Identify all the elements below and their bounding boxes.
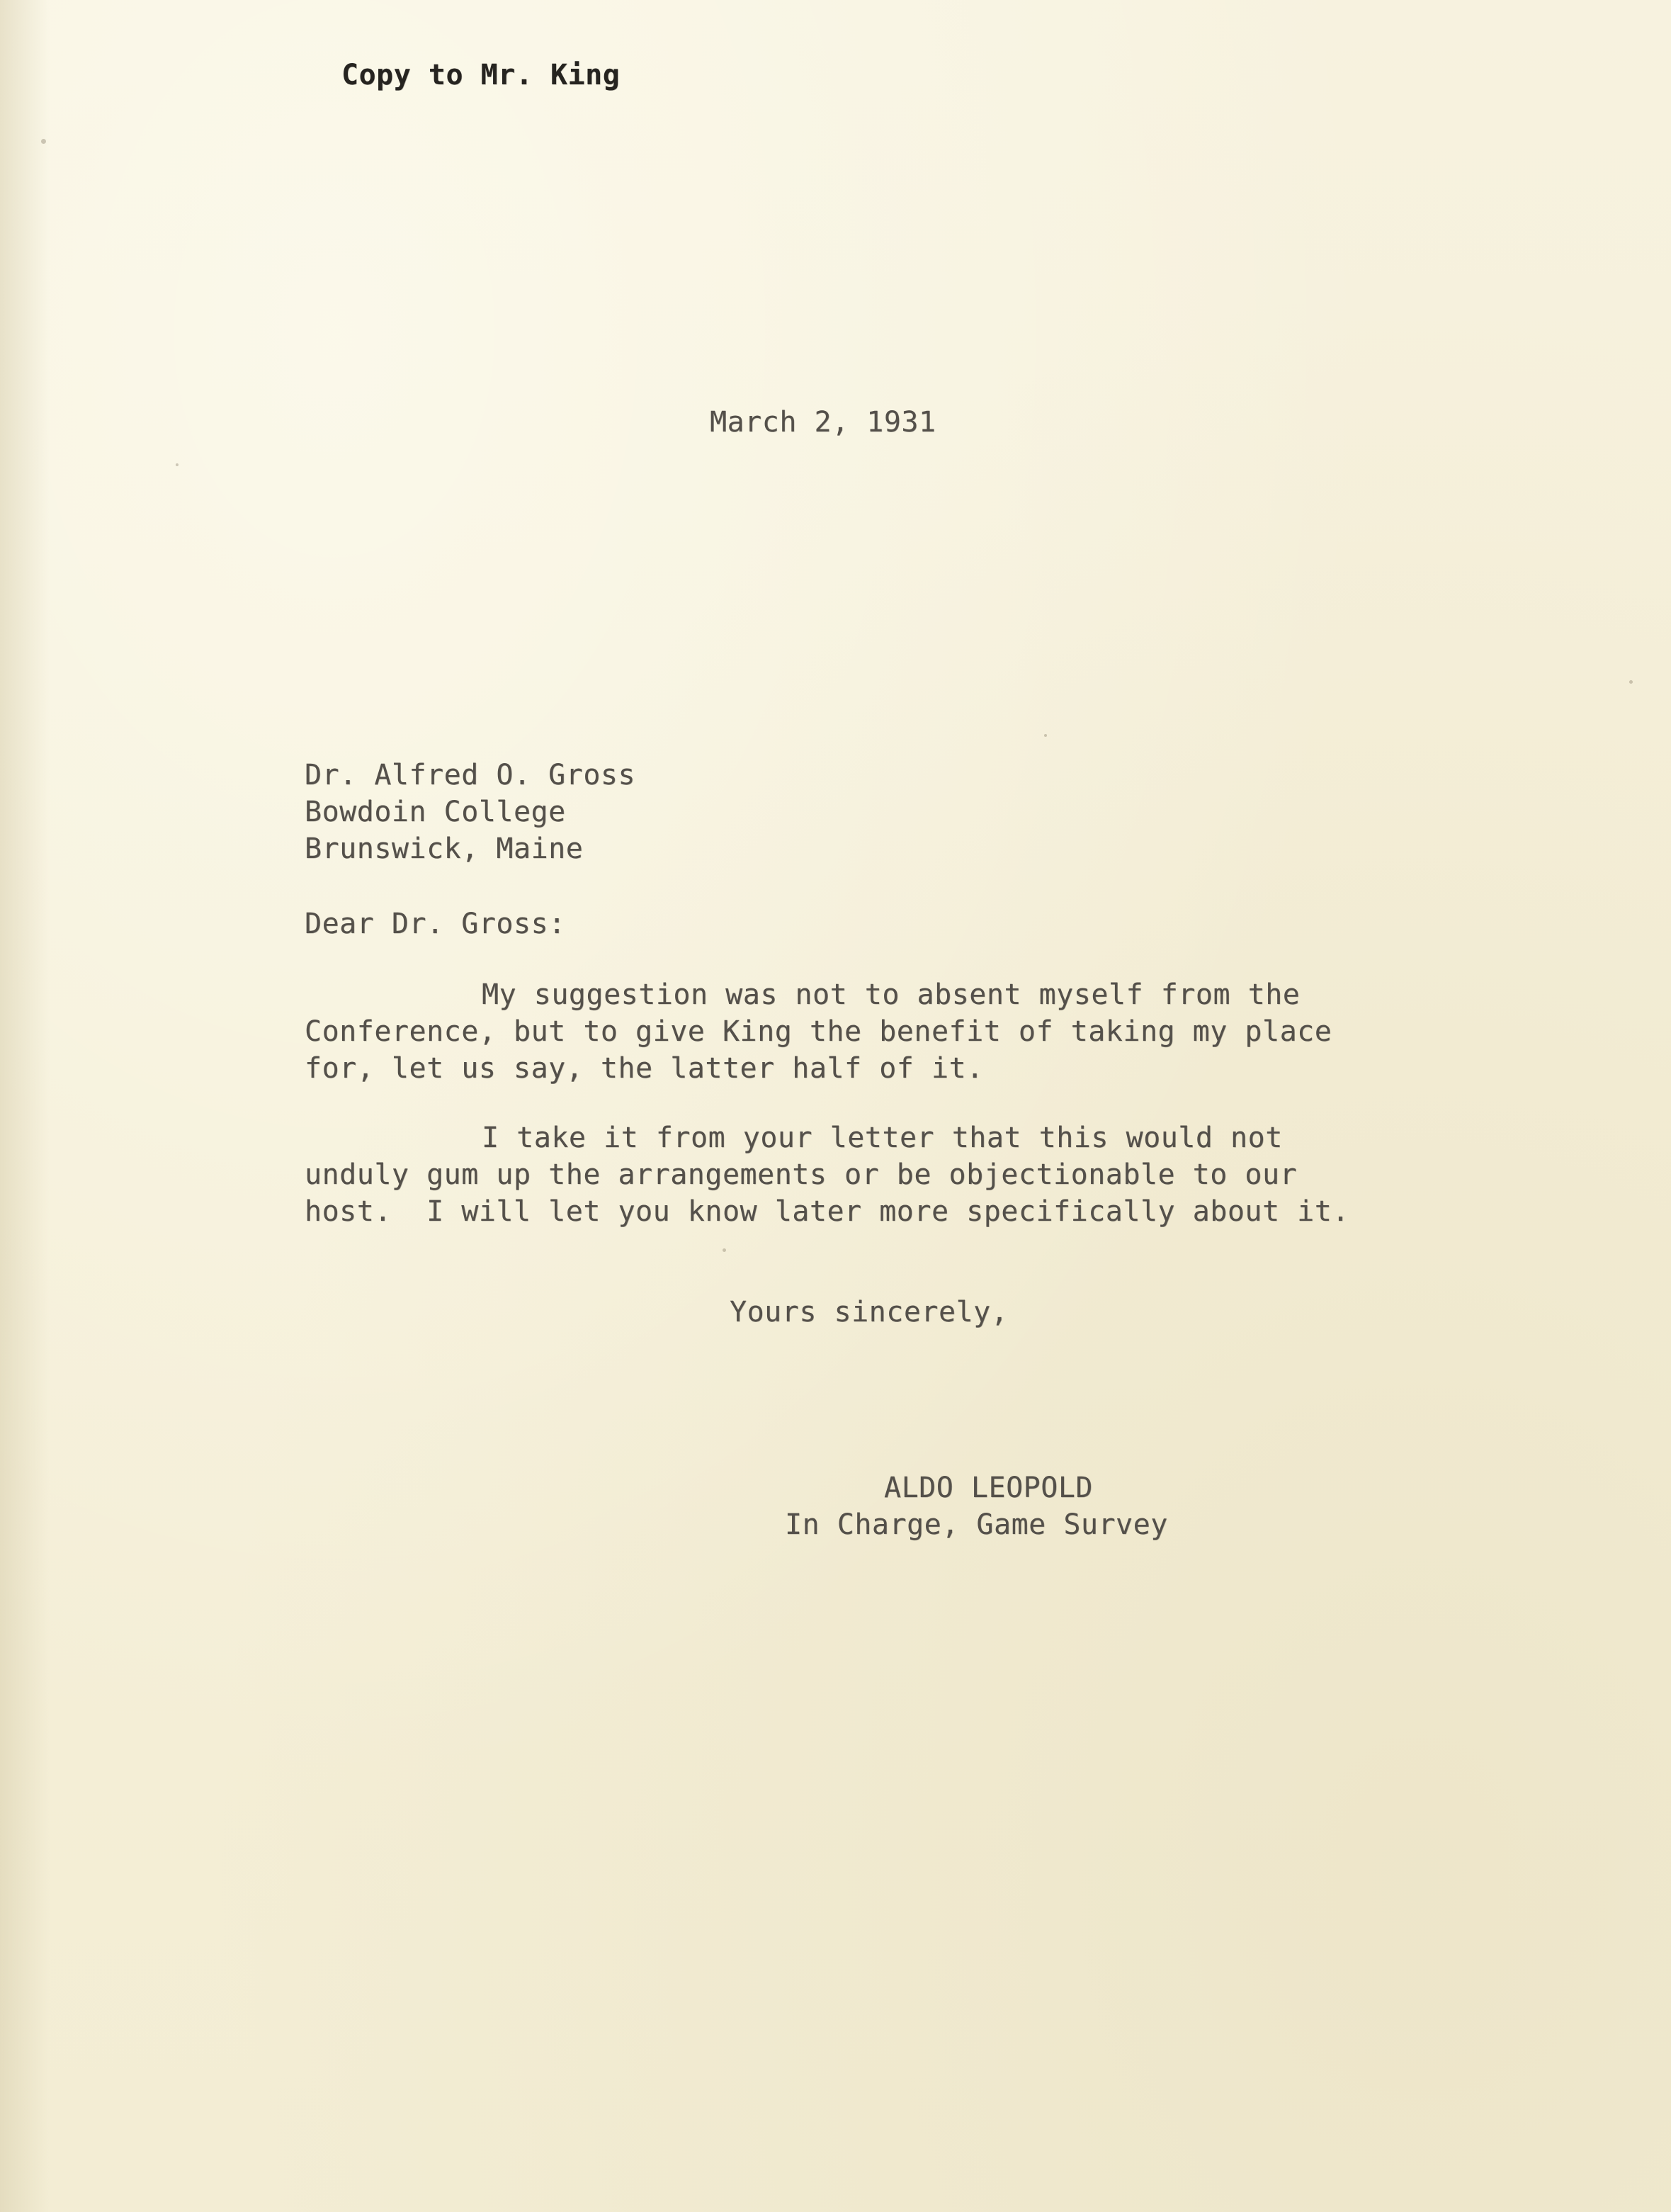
paper-speck xyxy=(1044,734,1047,737)
salutation: Dear Dr. Gross: xyxy=(305,908,566,940)
paragraph-2-line-2: unduly gum up the arrangements or be objectionable to our xyxy=(305,1158,1298,1191)
paragraph-1-line-3: for, let us say, the latter half of it. xyxy=(305,1052,984,1085)
recipient-location: Brunswick, Maine xyxy=(305,833,584,865)
paper-speck xyxy=(1629,680,1633,684)
paragraph-1-line-1: My suggestion was not to absent myself from the xyxy=(482,978,1301,1011)
paragraph-2-line-1: I take it from your letter that this would not xyxy=(482,1122,1283,1154)
closing: Yours sincerely, xyxy=(730,1296,1009,1328)
paper-edge-shading xyxy=(0,0,50,2212)
recipient-institution: Bowdoin College xyxy=(305,796,566,828)
paper-speck xyxy=(723,1248,726,1252)
recipient-name: Dr. Alfred O. Gross xyxy=(305,759,636,791)
signature-name: ALDO LEOPOLD xyxy=(884,1472,1093,1504)
paragraph-2-line-3: host. I will let you know later more specifically about it. xyxy=(305,1195,1349,1228)
copy-note: Copy to Mr. King xyxy=(341,59,621,91)
letter-date: March 2, 1931 xyxy=(710,406,936,439)
signature-title: In Charge, Game Survey xyxy=(785,1508,1168,1541)
paper-speck xyxy=(176,463,179,466)
paper-speck xyxy=(41,139,46,144)
paragraph-1-line-2: Conference, but to give King the benefit of taking my place xyxy=(305,1015,1332,1048)
